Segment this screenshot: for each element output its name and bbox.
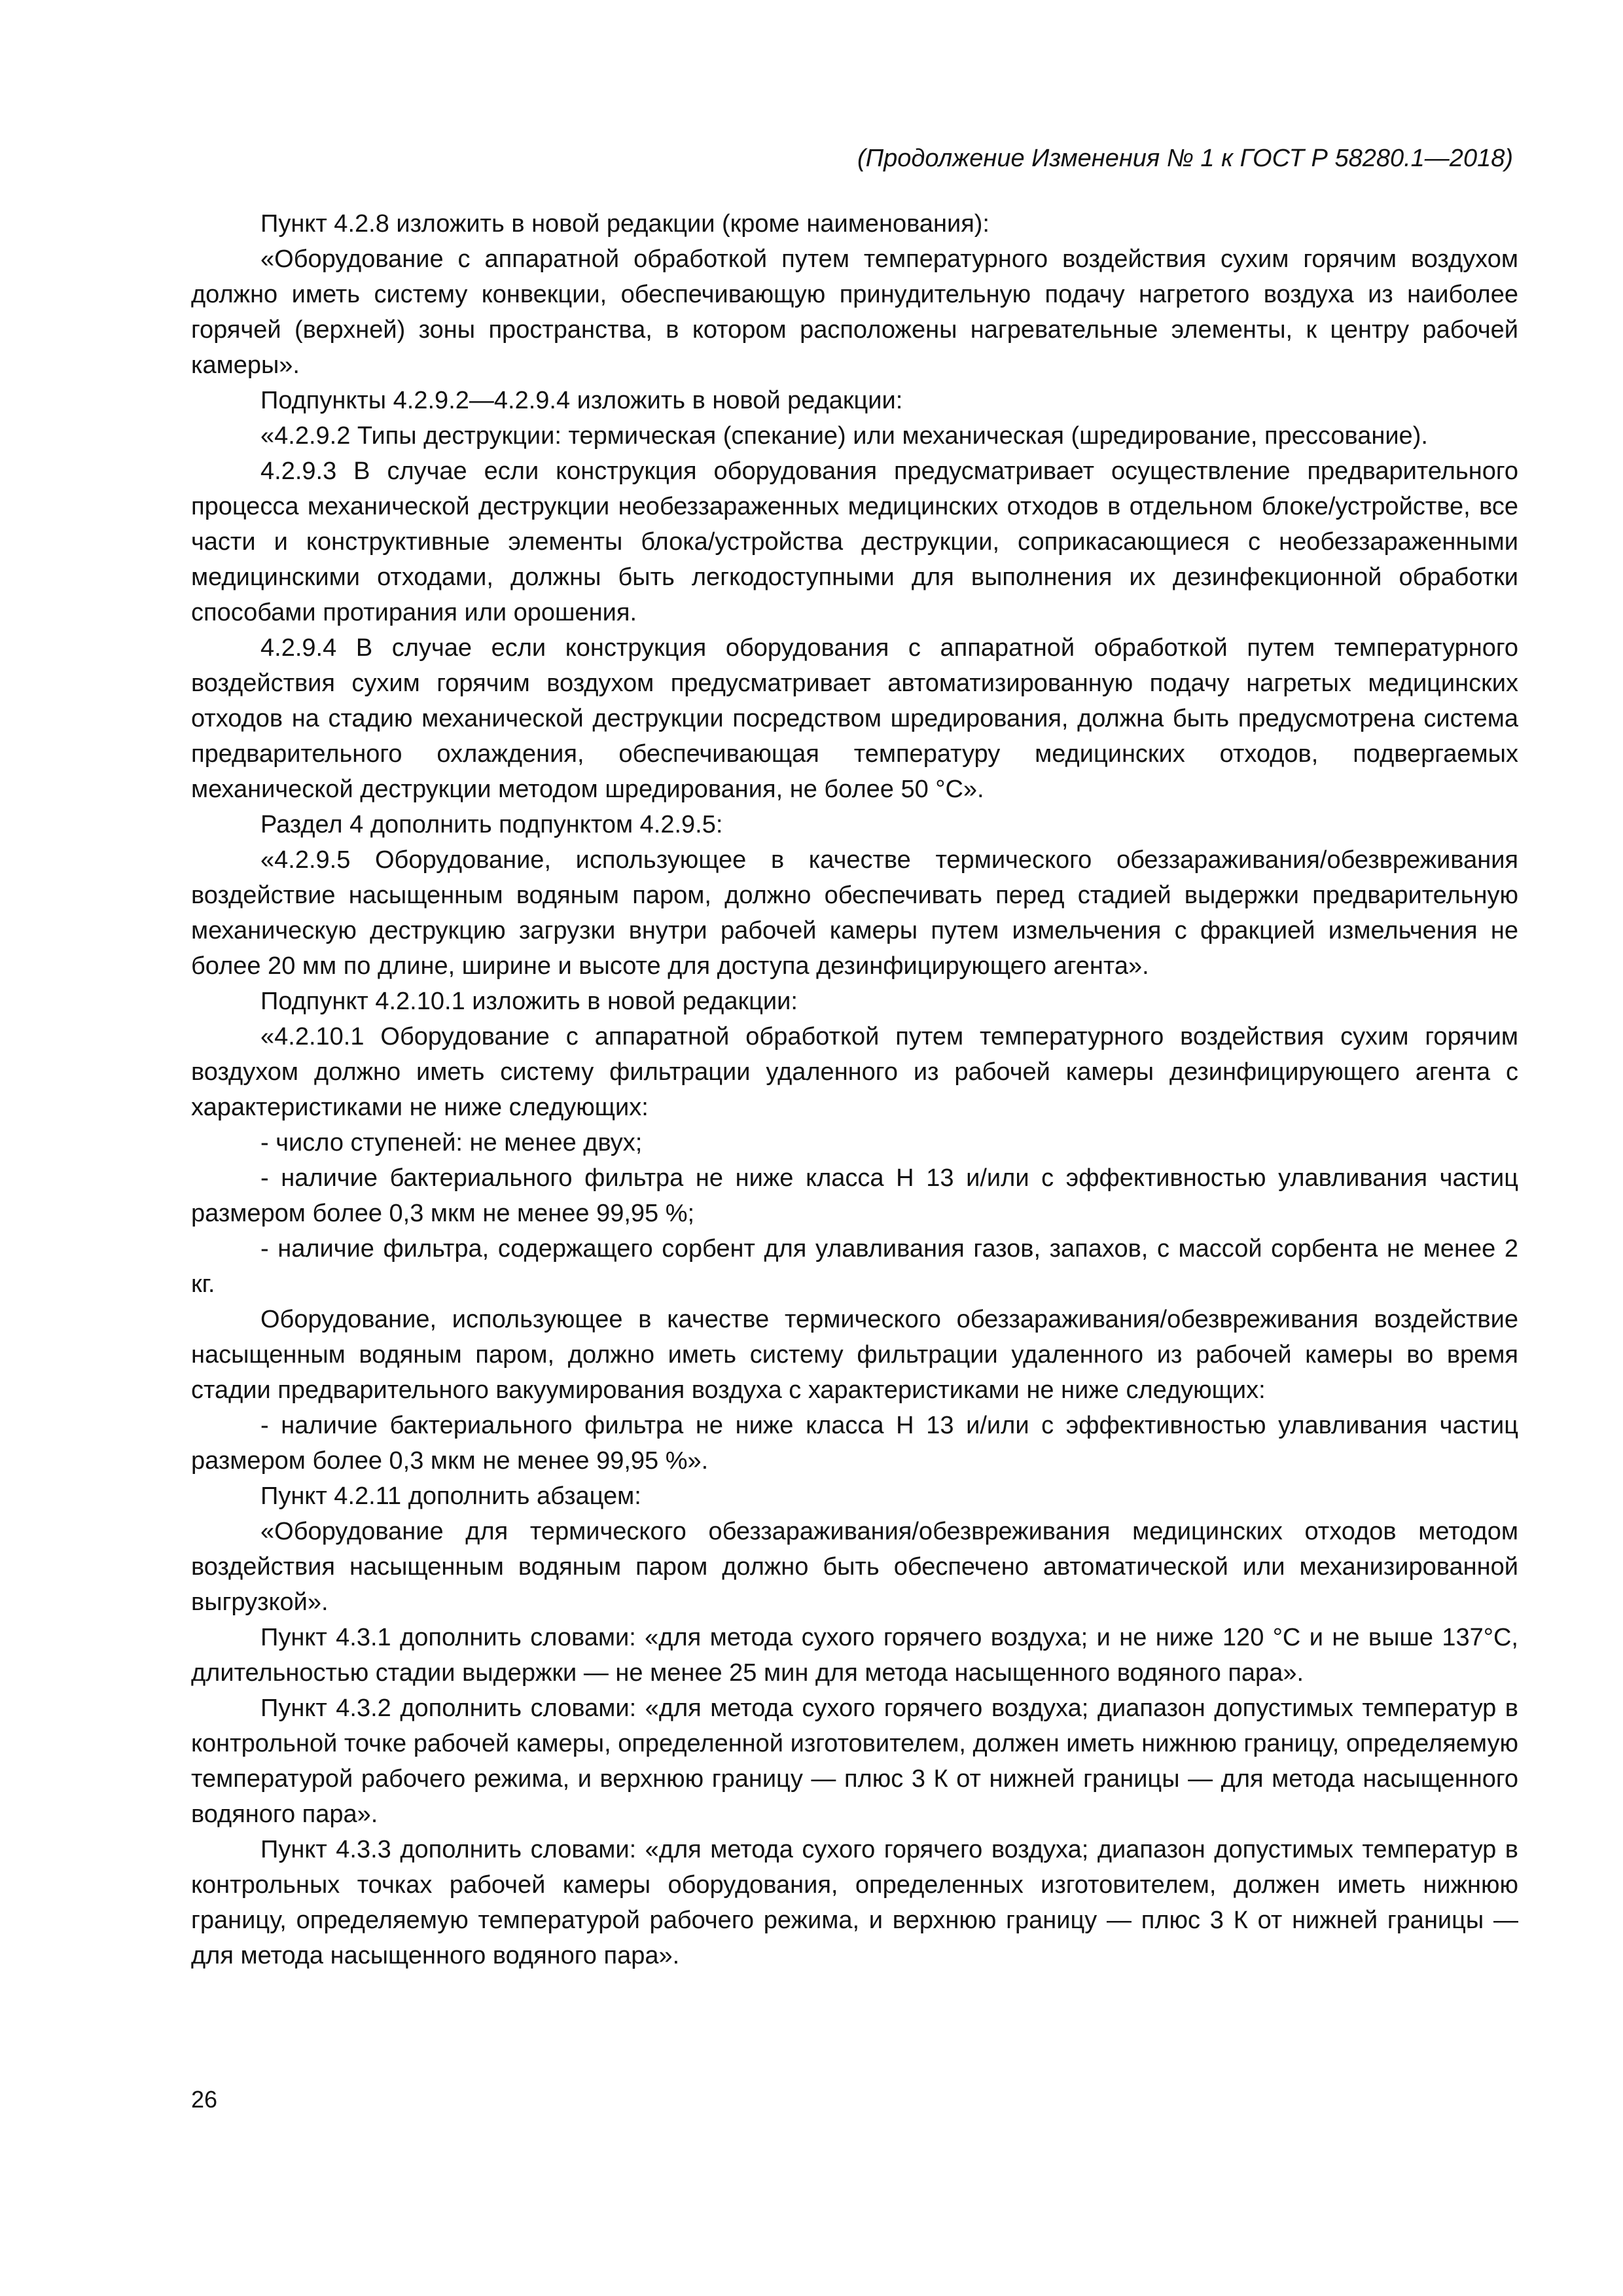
paragraph-subitem-4-2-9-2: «4.2.9.2 Типы деструкции: термическая (спекание) или механическая (шредирование, прессование). [260, 422, 1428, 450]
paragraph-subitem-4-2-10-1: «4.2.10.1 Оборудование с аппаратной обработкой путем температурного воздействия сухим горячим воздухом должно иметь систему фильтрации удаленного из рабочей камеры дезинфицирующего агента с характеристиками не ниже следующих: [191, 1023, 1518, 1121]
paragraph-item-4-2-8-instruction: Пункт 4.2.8 изложить в новой редакции (кроме наименования): [260, 210, 990, 238]
paragraph-item-4-3-1: Пункт 4.3.1 дополнить словами: «для метода сухого горячего воздуха; и не ниже 120 °С и не выше 137°С, длительностью стадии выдержки — не менее 25 мин для метода насыщенного водяного пара». [191, 1624, 1518, 1687]
paragraph-subitem-4-2-9-4: 4.2.9.4 В случае если конструкция оборудования с аппаратной обработкой путем температурного воздействия сухим горячим воздухом предусматривает автоматизированную подачу нагретых медицинских отходов на стадию механической деструкции посредством шредирования, должна быть предусмотрена система предварительного охлаждения, обеспечивающая температуру медицинских отходов, подвергаемых механической деструкции методом шредирования, не более 50 °С». [191, 634, 1518, 803]
paragraph-subitem-4-2-9-5: «4.2.9.5 Оборудование, использующее в качестве термического обеззараживания/обезвреживания воздействие насыщенным водяным паром, должно обеспечивать перед стадией выдержки предварительную механическую деструкцию загрузки внутри рабочей камеры путем измельчения с фракцией измельчения не более 20 мм по длине, ширине и высоте для доступа дезинфицирующего агента». [191, 846, 1518, 980]
paragraph-item-4-3-3: Пункт 4.3.3 дополнить словами: «для метода сухого горячего воздуха; диапазон допустимых температур в контрольных точках рабочей камеры оборудования, определенных изготовителем, должен иметь нижнюю границу, определяемую температурой рабочего режима, и верхнюю границу — плюс 3 К от нижней границы — для метода насыщенного водяного пара». [191, 1836, 1518, 1969]
list-item-stages: - число ступеней: не менее двух; [260, 1129, 643, 1157]
document-body [191, 206, 1518, 1973]
continuation-header: (Продолжение Изменения № 1 к ГОСТ Р 58280.1—2018) [857, 145, 1513, 172]
paragraph-subitem-4-2-10-1-instruction: Подпункт 4.2.10.1 изложить в новой редакции: [260, 988, 798, 1015]
paragraph-item-4-3-2: Пункт 4.3.2 дополнить словами: «для метода сухого горячего воздуха; диапазон допустимых температур в контрольной точке рабочей камеры, определенной изготовителем, должен иметь нижнюю границу, определяемую температурой рабочего режима, и верхнюю границу — плюс 3 К от нижней границы — для метода насыщенного водяного пара». [191, 1695, 1518, 1828]
list-item-sorbent-filter: - наличие фильтра, содержащего сорбент для улавливания газов, запахов, с массой сорбента не менее 2 кг. [191, 1235, 1518, 1298]
paragraph-item-4-2-8-text: «Оборудование с аппаратной обработкой путем температурного воздействия сухим горячим воздухом должно иметь систему конвекции, обеспечивающую принудительную подачу нагретого воздуха из наиболее горячей (верхней) зоны пространства, в котором расположены нагревательные элементы, к центру рабочей камеры». [191, 245, 1518, 379]
list-item-bacterial-filter: - наличие бактериального фильтра не ниже класса Н 13 и/или с эффективностью улавливания частиц размером более 0,3 мкм не менее 99,95 %; [191, 1164, 1518, 1227]
paragraph-item-4-2-11-instruction: Пункт 4.2.11 дополнить абзацем: [260, 1482, 641, 1510]
paragraph-subitems-4-2-9-instruction: Подпункты 4.2.9.2—4.2.9.4 изложить в новой редакции: [260, 387, 903, 414]
page-number: 26 [191, 2086, 218, 2113]
paragraph-item-4-2-11-text: «Оборудование для термического обеззараживания/обезвреживания медицинских отходов методом воздействия насыщенным водяным паром должно быть обеспечено автоматической или механизированной выгрузкой». [191, 1518, 1518, 1616]
list-item-steam-bacterial-filter: - наличие бактериального фильтра не ниже класса Н 13 и/или с эффективностью улавливания частиц размером более 0,3 мкм не менее 99,95 %». [191, 1412, 1518, 1475]
paragraph-steam-filtration: Оборудование, использующее в качестве термического обеззараживания/обезвреживания воздействие насыщенным водяным паром, должно иметь систему фильтрации удаленного из рабочей камеры во время стадии предварительного вакуумирования воздуха с характеристиками не ниже следующих: [191, 1306, 1518, 1404]
paragraph-subitem-4-2-9-3: 4.2.9.3 В случае если конструкция оборудования предусматривает осуществление предварительного процесса механической деструкции необеззараженных медицинских отходов в отдельном блоке/устройстве, все части и конструктивные элементы блока/устройства деструкции, соприкасающиеся с необеззараженными медицинскими отходами, должны быть легкодоступными для выполнения их дезинфекционной обработки способами протирания или орошения. [191, 457, 1518, 626]
paragraph-section-4-instruction: Раздел 4 дополнить подпунктом 4.2.9.5: [260, 811, 723, 838]
